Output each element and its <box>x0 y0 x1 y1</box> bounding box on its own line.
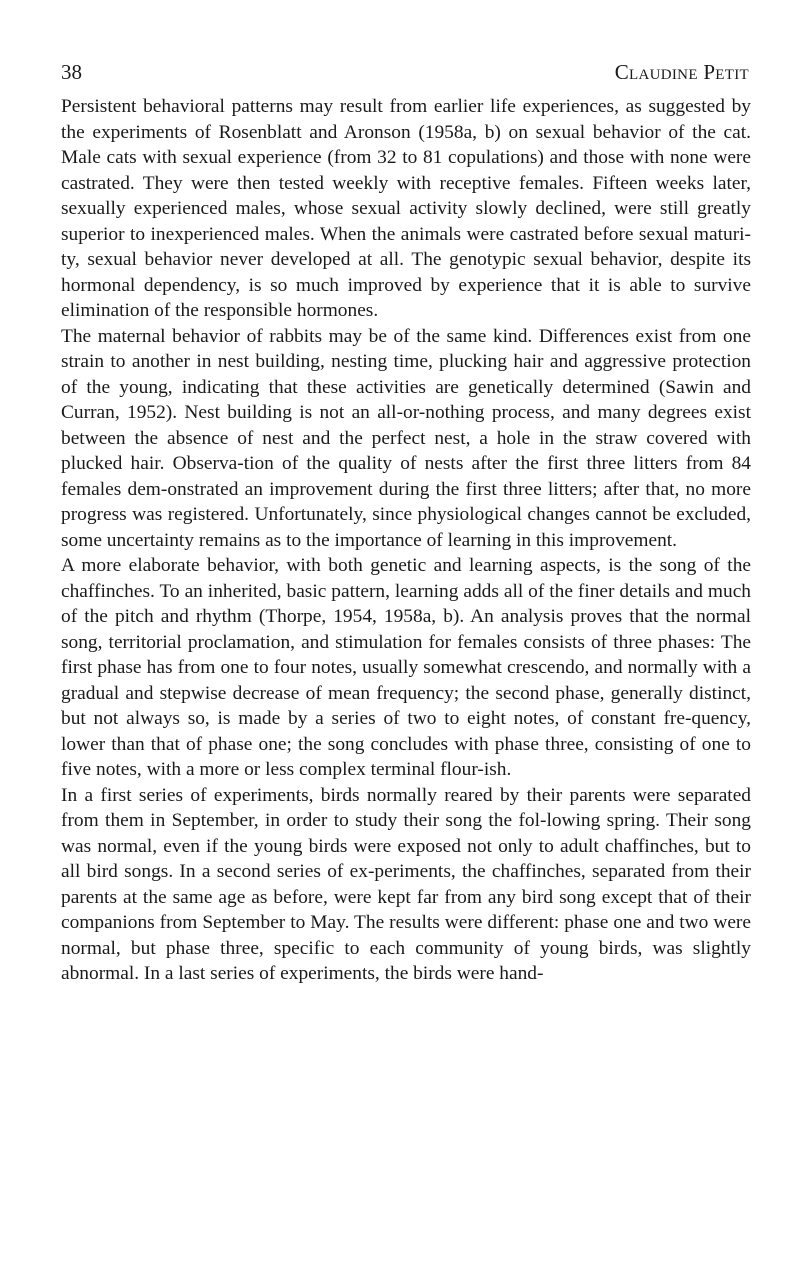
running-head <box>61 60 751 94</box>
running-title: Claudine Petit <box>614 60 749 84</box>
paragraph-rabbit-maternal-behavior: The maternal behavior of rabbits may be of the same kind. Differences exist from one strain to another in nest building, nesting time, plucking hair and aggressive protection of the young, indicating that these activities are genetically determined (Sawin and Curran, 1952). Nest building is not an all-or-nothing process, and many degrees exist between the absence of nest and the perfect nest, a hole in the straw covered with plucked hair. Observa-tion of the quality of nests after the first three litters from 84 females dem-onstrated an improvement during the first three litters; after that, no more progress was registered. Unfortunately, since physiological changes cannot be excluded, some uncertainty remains as to the importance of learning in this improvement. <box>61 325 751 551</box>
paragraph-chaffinch-experiments: In a first series of experiments, birds normally reared by their parents were separated from them in September, in order to study their song the fol-lowing spring. Their song was normal, even if the young birds were exposed not only to adult chaffinches, but to all bird songs. In a second series of ex-periments, the chaffinches, separated from their parents at the same age as before, were kept far from any bird song except that of their companions from September to May. The results were different: phase one and two were normal, but phase three, specific to each community of young birds, was slightly abnormal. In a last series of experiments, the birds were hand- <box>61 784 751 984</box>
paragraph-cat-sexual-behavior: Persistent behavioral patterns may result from earlier life experiences, as suggested by the experiments of Rosenblatt and Aronson (1958a, b) on sexual behavior of the cat. Male cats with sexual experience (from 32 to 81 copulations) and those with none were castrated. They were then tested weekly with receptive females. Fifteen weeks later, sexually experienced males, whose sexual activity slowly declined, were still greatly superior to inexperienced males. When the animals were castrated before sexual maturi-ty, sexual behavior never developed at all. The genotypic sexual behavior, despite its hormonal dependency, is so much improved by experience that it is able to survive elimination of the responsible hormones. <box>61 96 751 321</box>
page <box>61 60 751 987</box>
paragraph-chaffinch-song: A more elaborate behavior, with both genetic and learning aspects, is the song of the chaffinches. To an inherited, basic pattern, learning adds all of the finer details and much of the pitch and rhythm (Thorpe, 1954, 1958a, b). An analysis proves that the normal song, territorial proclamation, and stimulation for females consists of three phases: The first phase has from one to four notes, usually somewhat crescendo, and normally with a gradual and stepwise decrease of mean frequency; the second phase, generally distinct, but not always so, is made by a series of two to eight notes, of constant fre-quency, lower than that of phase one; the song concludes with phase three, consisting of one to five notes, with a more or less complex terminal flour-ish. <box>61 555 751 780</box>
page-number: 38 <box>61 60 82 84</box>
body-text <box>61 94 751 987</box>
